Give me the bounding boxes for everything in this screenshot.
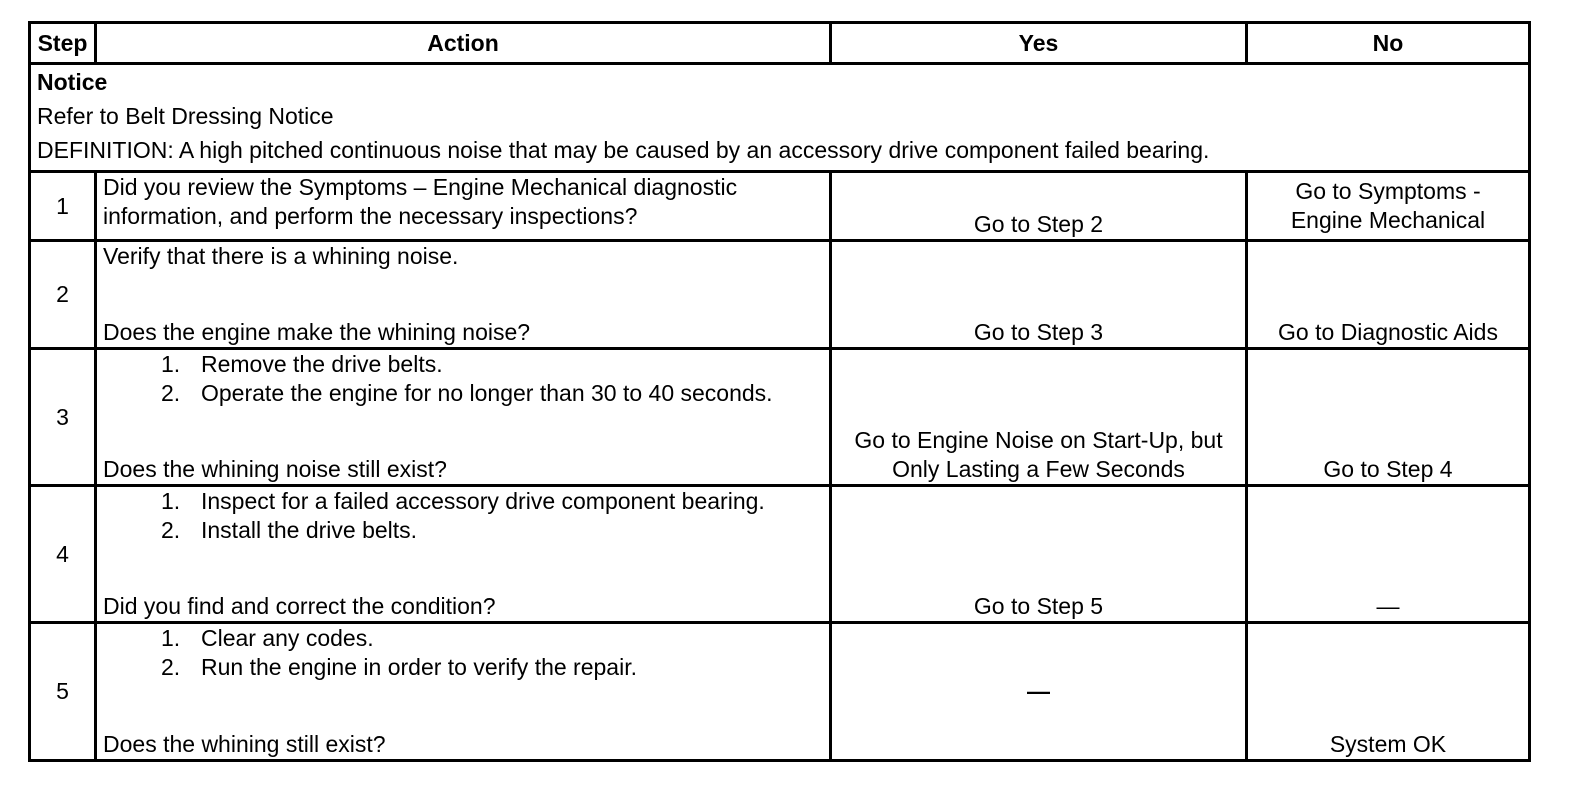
yes-cell: Go to Step 2	[831, 172, 1247, 241]
notice-row	[30, 64, 1530, 172]
action-question: Does the whining noise still exist?	[103, 456, 447, 482]
yes-cell: Go to Step 5	[831, 486, 1247, 623]
action-steps-list	[103, 487, 823, 545]
action-cell	[96, 623, 831, 761]
list-item: 2. Run the engine in order to verify the repair.	[161, 654, 637, 680]
table-row	[30, 241, 1530, 349]
notice-cell	[30, 64, 1530, 172]
step-number: 2	[30, 241, 96, 349]
list-item: 1. Remove the drive belts.	[161, 351, 443, 377]
action-steps-list	[103, 350, 823, 408]
action-cell	[96, 241, 831, 349]
header-yes: Yes	[831, 23, 1247, 64]
action-cell	[96, 349, 831, 486]
notice-title: Notice	[37, 69, 108, 95]
diagnostic-table	[28, 21, 1531, 762]
table-row	[30, 172, 1530, 241]
no-cell: System OK	[1247, 623, 1530, 761]
step-number: 4	[30, 486, 96, 623]
table-row	[30, 623, 1530, 761]
no-cell: —	[1247, 486, 1530, 623]
header-no: No	[1247, 23, 1530, 64]
action-question: Did you review the Symptoms – Engine Mechanical diagnostic information, and perform the necessary inspections?	[103, 174, 738, 229]
no-line-2: Engine Mechanical	[1290, 207, 1486, 233]
yes-cell: Go to Step 3	[831, 241, 1247, 349]
action-question: Does the whining still exist?	[103, 731, 386, 757]
step-number: 5	[30, 623, 96, 761]
action-question: Did you find and correct the condition?	[103, 593, 496, 619]
notice-definition: DEFINITION: A high pitched continuous noise that may be caused by an accessory drive component failed bearing.	[37, 137, 1210, 163]
header-row	[30, 23, 1530, 64]
list-item: 2. Operate the engine for no longer than 30 to 40 seconds.	[161, 380, 773, 406]
list-item: 2. Install the drive belts.	[161, 517, 418, 543]
action-steps-list	[103, 624, 823, 682]
action-instruction: Verify that there is a whining noise.	[103, 243, 459, 269]
step-number: 1	[30, 172, 96, 241]
table-row	[30, 349, 1530, 486]
no-cell: Go to Diagnostic Aids	[1247, 241, 1530, 349]
list-item: 1. Inspect for a failed accessory drive component bearing.	[161, 488, 765, 514]
no-cell	[1247, 172, 1530, 241]
table-row	[30, 486, 1530, 623]
notice-reference: Refer to Belt Dressing Notice	[37, 103, 334, 129]
header-action: Action	[96, 23, 831, 64]
action-cell	[96, 486, 831, 623]
list-item: 1. Clear any codes.	[161, 625, 374, 651]
yes-cell	[831, 623, 1247, 761]
action-question: Does the engine make the whining noise?	[103, 319, 531, 345]
step-number: 3	[30, 349, 96, 486]
yes-line-2: Only Lasting a Few Seconds	[892, 456, 1185, 482]
yes-dash: —	[1027, 678, 1050, 704]
action-cell	[96, 172, 831, 241]
no-line-1: Go to Symptoms -	[1295, 178, 1481, 204]
yes-line-1: Go to Engine Noise on Start-Up, but	[854, 427, 1223, 453]
yes-cell	[831, 349, 1247, 486]
no-cell: Go to Step 4	[1247, 349, 1530, 486]
header-step: Step	[30, 23, 96, 64]
